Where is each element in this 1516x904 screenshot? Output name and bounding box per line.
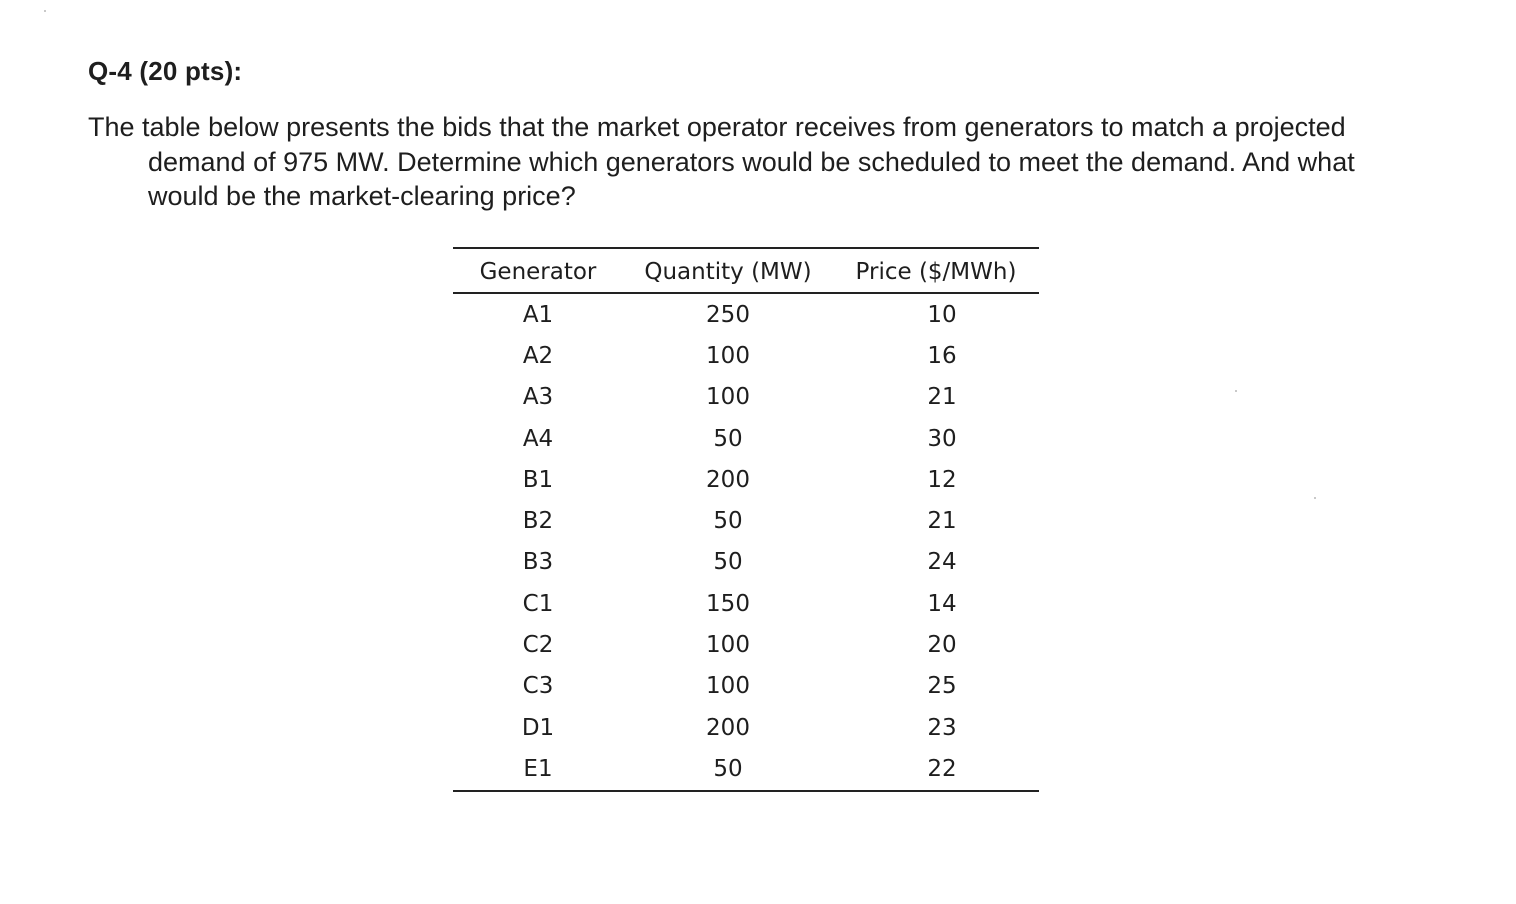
- cell-quantity: 100: [706, 673, 750, 700]
- header-generator: Generator: [453, 248, 623, 293]
- cell-quantity: 150: [706, 590, 750, 617]
- cell-quantity: 250: [706, 301, 750, 328]
- table-row: [453, 293, 1039, 335]
- scan-speck: [1314, 497, 1316, 499]
- bids-table: [453, 247, 1039, 792]
- cell-generator: C1: [522, 590, 554, 617]
- table-row: [453, 542, 1039, 583]
- cell-price: 25: [927, 673, 957, 700]
- cell-price: 12: [927, 466, 957, 493]
- scan-speck: [1235, 390, 1237, 392]
- cell-price: 20: [927, 632, 957, 659]
- cell-generator: B2: [522, 508, 554, 535]
- cell-generator: C2: [522, 632, 554, 659]
- cell-quantity: 50: [713, 425, 743, 452]
- table-row: [453, 707, 1039, 748]
- header-quantity: Quantity (MW): [623, 248, 833, 293]
- cell-price: 21: [927, 508, 957, 535]
- table-row: [453, 459, 1039, 500]
- cell-quantity: 100: [706, 632, 750, 659]
- question-body: The table below presents the bids that the market operator receives from generators to match a projected demand of 975 MW. Determine which generators would be scheduled to meet the demand. And what would be the market-clearing price?: [88, 112, 1355, 211]
- cell-generator: C3: [522, 673, 554, 700]
- question-title: Q-4 (20 pts):: [88, 56, 243, 86]
- cell-price: 23: [927, 714, 957, 741]
- cell-quantity: 50: [623, 748, 833, 790]
- cell-price: 21: [927, 384, 957, 411]
- cell-generator: A2: [522, 342, 554, 369]
- header-price: Price ($/MWh): [833, 248, 1039, 293]
- cell-generator: A3: [522, 384, 554, 411]
- cell-price: 16: [927, 342, 957, 369]
- cell-generator: A4: [522, 425, 554, 452]
- cell-quantity: 200: [706, 466, 750, 493]
- table-row: [453, 748, 1039, 790]
- cell-price: 10: [927, 301, 957, 328]
- cell-generator: A1: [522, 301, 554, 328]
- table-row: [453, 335, 1039, 376]
- cell-price: 22: [833, 748, 1039, 790]
- table-row: [453, 666, 1039, 707]
- table-row: [453, 500, 1039, 541]
- table-row: [453, 624, 1039, 665]
- cell-price: 24: [927, 549, 957, 576]
- cell-generator: D1: [521, 714, 555, 741]
- cell-price: 30: [927, 425, 957, 452]
- cell-price: 14: [927, 590, 957, 617]
- cell-quantity: 50: [713, 549, 743, 576]
- table-row: [453, 377, 1039, 418]
- scan-speck: [44, 10, 46, 12]
- table-row: [453, 583, 1039, 624]
- cell-quantity: 200: [706, 714, 750, 741]
- cell-quantity: 100: [706, 384, 750, 411]
- cell-quantity: 50: [713, 508, 743, 535]
- cell-generator: E1: [453, 748, 623, 790]
- cell-quantity: 100: [706, 342, 750, 369]
- table-row: [453, 418, 1039, 459]
- table-header-row: [453, 248, 1039, 293]
- cell-generator: B1: [522, 466, 554, 493]
- cell-generator: B3: [522, 549, 554, 576]
